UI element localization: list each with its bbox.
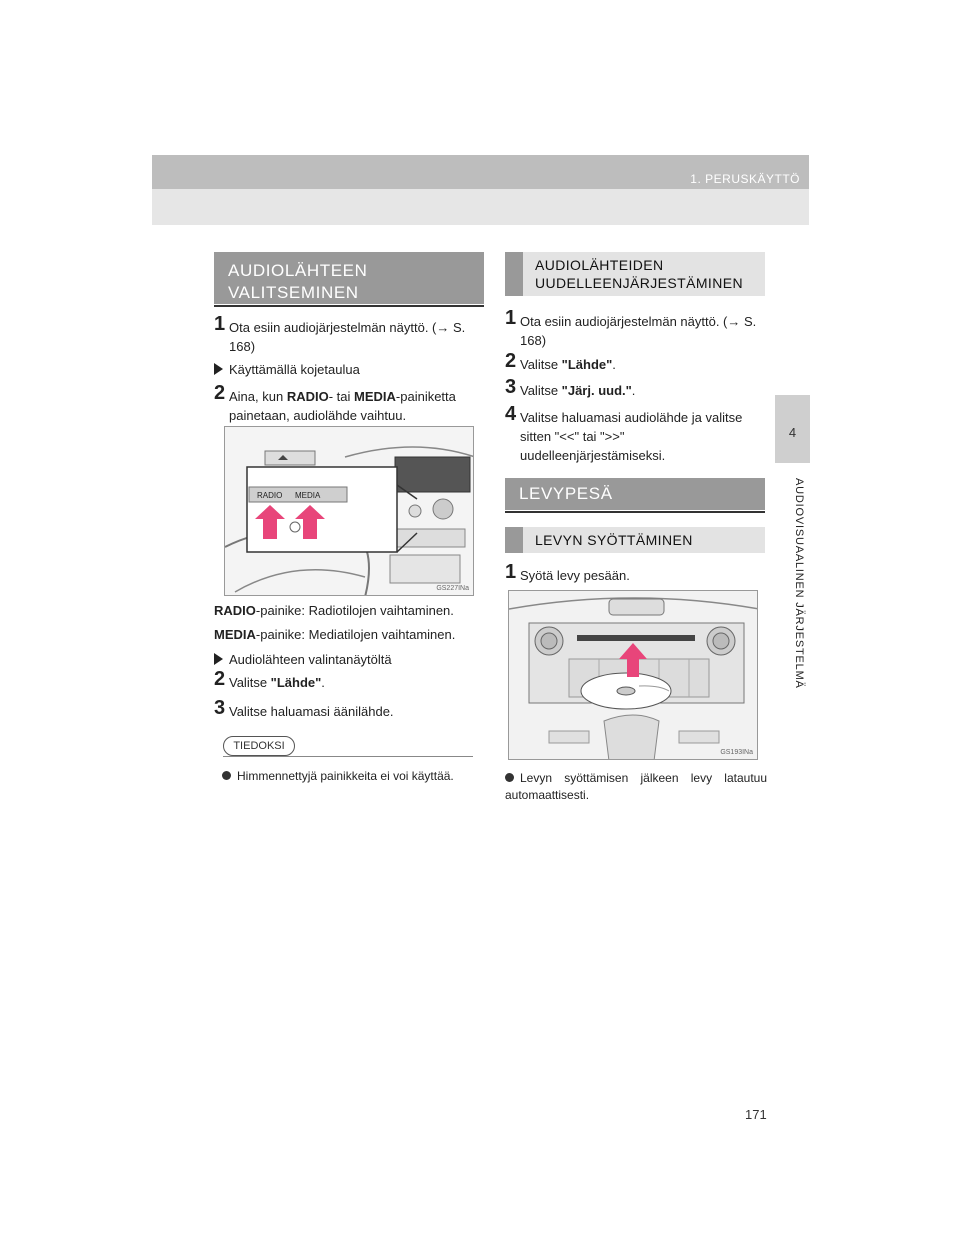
text-part: . bbox=[631, 383, 636, 398]
chapter-side-label: AUDIOVISUAALINEN JÄRJESTELMÄ bbox=[793, 478, 805, 689]
step-number: 1 bbox=[505, 561, 517, 583]
step-number: 2 bbox=[214, 382, 226, 404]
section-title-disc-slot bbox=[505, 478, 765, 510]
figure-disc-slot bbox=[508, 590, 758, 760]
bullet-icon bbox=[505, 773, 514, 782]
step-text bbox=[214, 387, 478, 425]
step-text: Valitse haluamasi audiolähde ja valitse sitten "<<" tai ">>" uudelleenjärjestämiseksi. bbox=[520, 410, 743, 463]
media-button-label: MEDIA bbox=[354, 389, 396, 404]
dashboard-illustration bbox=[225, 427, 474, 596]
desc-text: -painike: Radiotilojen vaihtaminen. bbox=[255, 603, 454, 618]
step-number: 3 bbox=[214, 697, 226, 719]
desc-media bbox=[214, 627, 455, 642]
text-part: Valitse bbox=[520, 383, 562, 398]
step-text: Syötä levy pesään. bbox=[520, 568, 630, 583]
subheading-text: Käyttämällä kojetaulua bbox=[229, 362, 360, 377]
text-bold: "Lähde" bbox=[561, 357, 613, 372]
info-text: Himmennettyjä painikkeita ei voi käyttää. bbox=[237, 769, 454, 783]
header-subband bbox=[152, 189, 809, 225]
step-number: 2 bbox=[505, 350, 517, 372]
text-part: -painiketta painetaan, audiolähde vaihtuu. bbox=[229, 389, 456, 423]
desc-label: RADIO bbox=[214, 603, 256, 618]
radio-key-label: RADIO bbox=[257, 491, 283, 500]
chapter-title: 1. PERUSKÄYTTÖ bbox=[690, 172, 800, 186]
bullet-icon bbox=[222, 771, 231, 780]
info-divider bbox=[223, 756, 473, 757]
section-bar bbox=[505, 252, 523, 296]
step-r1 bbox=[505, 307, 767, 350]
step-r2 bbox=[505, 350, 767, 374]
figure-code: GS193INa bbox=[720, 749, 753, 756]
step-text bbox=[505, 355, 767, 374]
disc-bullet bbox=[505, 770, 767, 804]
step-r5 bbox=[505, 561, 767, 585]
section-title-line2: UUDELLEENJÄRJESTÄMINEN bbox=[535, 275, 743, 291]
text-part: . bbox=[321, 675, 325, 690]
step-3 bbox=[214, 697, 478, 721]
step-number: 3 bbox=[505, 376, 517, 398]
step-2 bbox=[214, 382, 478, 425]
subheading-text: Audiolähteen valintanäytöltä bbox=[229, 652, 392, 667]
bullet-text: Levyn syöttämisen jälkeen levy latautuu automaattisesti. bbox=[505, 771, 767, 802]
subheading-dashboard bbox=[214, 362, 360, 377]
section-bar bbox=[505, 527, 523, 553]
section-title-audio-source bbox=[214, 252, 484, 304]
section-title-text: AUDIOLÄHTEEN VALITSEMINEN bbox=[228, 261, 368, 302]
info-bullet bbox=[222, 768, 482, 785]
step-number: 4 bbox=[505, 403, 517, 425]
step-r4 bbox=[505, 403, 767, 465]
step-number: 2 bbox=[214, 668, 226, 690]
text-part: Valitse bbox=[520, 357, 562, 372]
triangle-icon bbox=[214, 653, 223, 665]
text-part: . bbox=[612, 357, 616, 372]
desc-text: -painike: Mediatilojen vaihtaminen. bbox=[255, 627, 456, 642]
section-title-reorder bbox=[505, 252, 765, 296]
desc-label: MEDIA bbox=[214, 627, 256, 642]
page-number: 171 bbox=[745, 1107, 767, 1122]
section-title-text: LEVYN SYÖTTÄMINEN bbox=[535, 532, 693, 548]
text-part: - tai bbox=[328, 389, 355, 404]
step-number: 1 bbox=[214, 313, 226, 335]
info-label: TIEDOKSI bbox=[223, 736, 295, 756]
disc-slot-illustration bbox=[509, 591, 758, 760]
section-title-insert-disc bbox=[505, 527, 765, 553]
figure-dashboard-buttons bbox=[224, 426, 474, 596]
step-2b bbox=[214, 668, 478, 692]
step-text bbox=[214, 673, 478, 692]
triangle-icon bbox=[214, 363, 223, 375]
step-r3 bbox=[505, 376, 767, 400]
step-text: Ota esiin audiojärjestelmän näyttö. (→ S. 168) bbox=[229, 320, 466, 354]
text-part: Aina, kun bbox=[229, 389, 287, 404]
text-bold: "Lähde" bbox=[270, 675, 322, 690]
step-1 bbox=[214, 313, 478, 356]
desc-radio bbox=[214, 603, 454, 618]
media-key-label: MEDIA bbox=[295, 491, 321, 500]
text-part: Valitse bbox=[229, 675, 271, 690]
radio-button-label: RADIO bbox=[286, 389, 329, 404]
step-text: Valitse haluamasi äänilähde. bbox=[229, 704, 394, 719]
step-text: Ota esiin audiojärjestelmän näyttö. (→ S. 168) bbox=[520, 314, 757, 348]
section-title-text: LEVYPESÄ bbox=[519, 484, 613, 503]
figure-code: GS227INa bbox=[436, 585, 469, 592]
subheading-selection-screen bbox=[214, 652, 392, 667]
section-title-line1: AUDIOLÄHTEIDEN bbox=[535, 257, 664, 273]
chapter-number: 4 bbox=[788, 425, 797, 440]
step-number: 1 bbox=[505, 307, 517, 329]
text-bold: "Järj. uud." bbox=[561, 383, 632, 398]
step-text bbox=[505, 381, 767, 400]
